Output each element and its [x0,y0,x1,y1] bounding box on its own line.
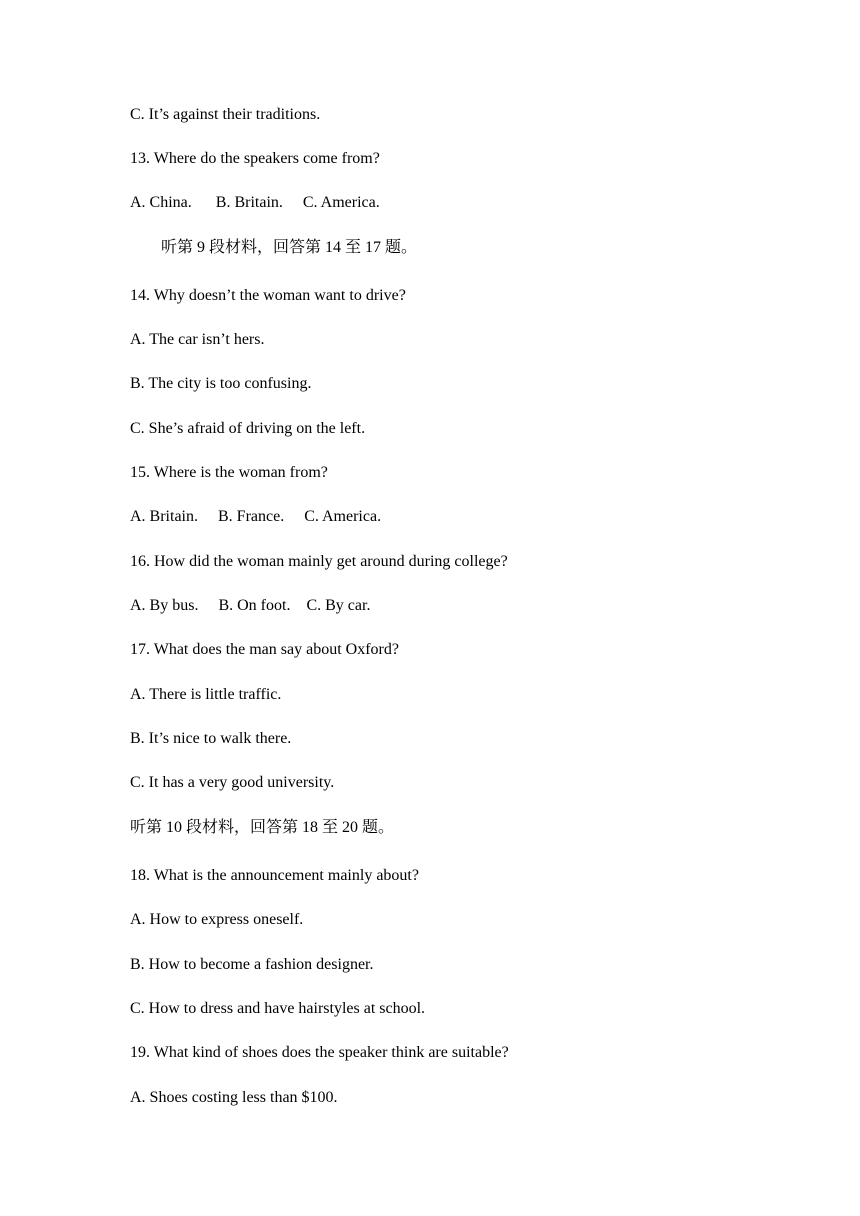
option-18a: A. How to express oneself. [130,911,304,928]
option-17a: A. There is little traffic. [130,686,282,703]
option-14a: A. The car isn’t hers. [130,331,265,348]
section-instruction-10: 听第 10 段材料，回答第 18 至 20 题。 [130,819,395,836]
question-15: 15. Where is the woman from? [130,464,328,481]
question-14: 14. Why doesn’t the woman want to drive? [130,287,406,304]
options-16: A. By bus. B. On foot. C. By car. [130,597,371,614]
question-13: 13. Where do the speakers come from? [130,150,380,167]
option-18b: B. How to become a fashion designer. [130,956,374,973]
question-16: 16. How did the woman mainly get around during college? [130,553,508,570]
option-12c: C. It’s against their traditions. [130,106,321,123]
question-18: 18. What is the announcement mainly about? [130,867,419,884]
option-14c: C. She’s afraid of driving on the left. [130,420,366,437]
section-instruction-9: 听第 9 段材料，回答第 14 至 17 题。 [161,239,418,256]
option-19a: A. Shoes costing less than $100. [130,1089,338,1106]
question-19: 19. What kind of shoes does the speaker think are suitable? [130,1044,509,1061]
question-17: 17. What does the man say about Oxford? [130,641,399,658]
options-13: A. China. B. Britain. C. America. [130,194,380,211]
option-14b: B. The city is too confusing. [130,375,312,392]
option-18c: C. How to dress and have hairstyles at school. [130,1000,426,1017]
option-17c: C. It has a very good university. [130,774,335,791]
option-17b: B. It’s nice to walk there. [130,730,292,747]
options-15: A. Britain. B. France. C. America. [130,508,382,525]
